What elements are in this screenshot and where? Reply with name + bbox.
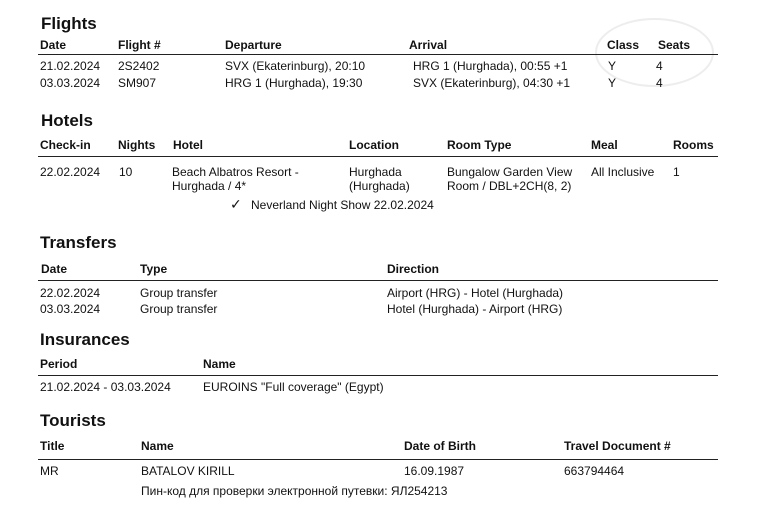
hotel-name-line1: Beach Albatros Resort - [172, 165, 299, 179]
tourists-header-document: Travel Document # [564, 439, 671, 453]
flights-title: Flights [41, 14, 97, 33]
hotels-header-location: Location [349, 138, 399, 152]
flight-row-number: 2S2402 [118, 59, 160, 73]
flights-header-class: Class [607, 38, 640, 52]
tourist-pin-note: Пин-код для проверки электронной путевки: ЯЛ254213 [141, 484, 448, 498]
hotels-header-divider [38, 156, 718, 157]
checkmark-icon: ✓ [230, 196, 242, 212]
insurances-title: Insurances [40, 330, 130, 349]
hotels-header-hotel: Hotel [173, 138, 203, 152]
tourists-header-name: Name [141, 439, 174, 453]
insurances-header-divider [38, 375, 718, 376]
transfer-row-type: Group transfer [140, 286, 218, 300]
flight-row-arrival: HRG 1 (Hurghada), 00:55 +1 [413, 59, 568, 73]
flight-row-departure: SVX (Ekaterinburg), 20:10 [225, 59, 366, 73]
transfer-row-direction: Airport (HRG) - Hotel (Hurghada) [387, 286, 564, 300]
hotel-extra-service: Neverland Night Show 22.02.2024 [251, 198, 434, 212]
transfers-header-divider [38, 280, 718, 281]
hotel-nights: 10 [119, 165, 133, 179]
transfers-header-type: Type [140, 262, 168, 276]
tourist-row-document: 663794464 [564, 464, 625, 478]
flights-header-seats: Seats [658, 38, 691, 52]
hotels-header-checkin: Check-in [40, 138, 91, 152]
flight-row-number: SM907 [118, 76, 157, 90]
hotels-title: Hotels [41, 111, 93, 130]
transfer-row-direction: Hotel (Hurghada) - Airport (HRG) [387, 302, 563, 316]
flights-header-arrival: Arrival [409, 38, 448, 52]
hotel-name-line2: Hurghada / 4* [172, 179, 247, 193]
tourists-header-divider [38, 459, 718, 460]
tourists-title: Tourists [40, 411, 106, 430]
transfers-title: Transfers [40, 233, 117, 252]
hotel-location-line2: (Hurghada) [349, 179, 410, 193]
insurances-header-period: Period [40, 357, 78, 371]
transfer-row-date: 22.02.2024 [40, 286, 101, 300]
flight-row-date: 21.02.2024 [40, 59, 101, 73]
hotel-room-line2: Room / DBL+2CH(8, 2) [447, 179, 572, 193]
flights-header-date: Date [40, 38, 67, 52]
transfers-header-direction: Direction [387, 262, 440, 276]
hotels-header-roomtype: Room Type [447, 138, 512, 152]
tourists-header-title: Title [40, 439, 65, 453]
flights-header-flight: Flight # [118, 38, 161, 52]
flight-row-class: Y [608, 76, 617, 90]
tourists-header-dob: Date of Birth [404, 439, 476, 453]
transfer-row-type: Group transfer [140, 302, 218, 316]
flight-row-date: 03.03.2024 [40, 76, 101, 90]
flight-row-seats: 4 [656, 59, 663, 73]
hotel-checkin: 22.02.2024 [40, 165, 101, 179]
tourist-row-dob: 16.09.1987 [404, 464, 465, 478]
hotel-meal: All Inclusive [591, 165, 655, 179]
hotels-header-rooms: Rooms [673, 138, 714, 152]
transfers-header-date: Date [41, 262, 68, 276]
transfer-row-date: 03.03.2024 [40, 302, 101, 316]
hotel-location-line1: Hurghada [349, 165, 402, 179]
flight-row-arrival: SVX (Ekaterinburg), 04:30 +1 [413, 76, 571, 90]
hotels-header-nights: Nights [118, 138, 156, 152]
flight-row-class: Y [608, 59, 617, 73]
flight-row-departure: HRG 1 (Hurghada), 19:30 [225, 76, 363, 90]
flight-row-seats: 4 [656, 76, 663, 90]
flights-header-departure: Departure [225, 38, 282, 52]
insurance-row-period: 21.02.2024 - 03.03.2024 [40, 380, 171, 394]
insurance-row-name: EUROINS "Full coverage" (Egypt) [203, 380, 384, 394]
tourist-row-title: MR [40, 464, 59, 478]
tourist-row-name: BATALOV KIRILL [141, 464, 235, 478]
hotel-room-line1: Bungalow Garden View [447, 165, 573, 179]
flights-header-divider [38, 54, 718, 55]
hotel-rooms: 1 [673, 165, 680, 179]
hotels-header-meal: Meal [591, 138, 618, 152]
insurances-header-name: Name [203, 357, 236, 371]
